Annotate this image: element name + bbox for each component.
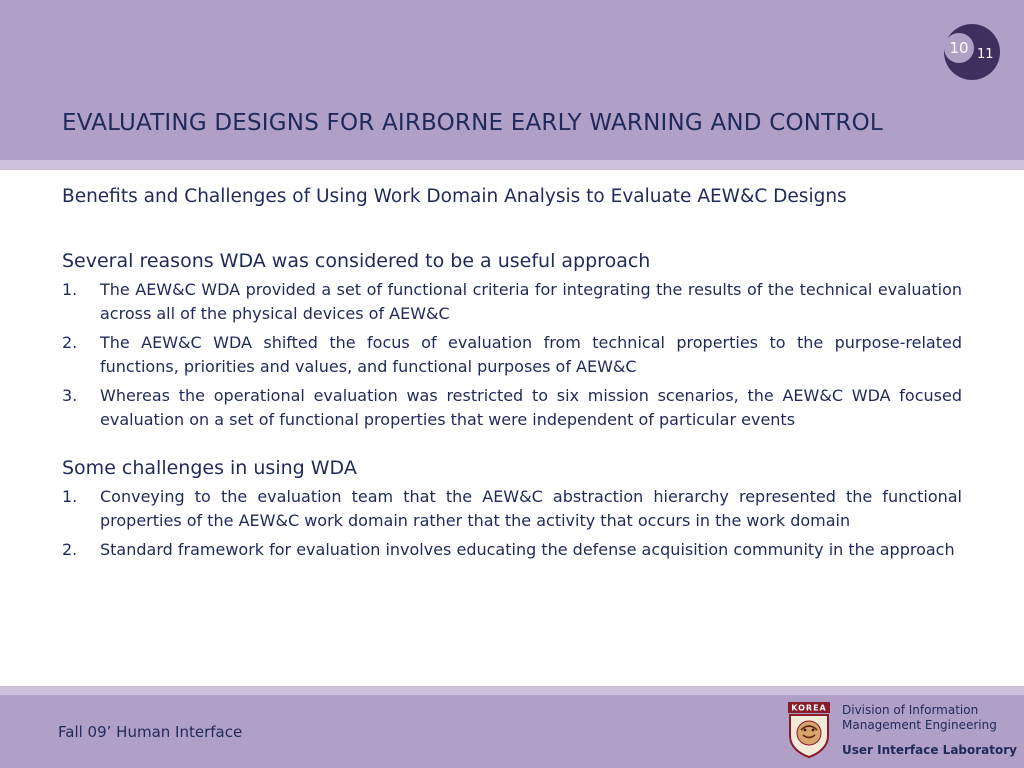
challenges-list [62,485,962,562]
section-heading-challenges: Some challenges in using WDA [62,457,357,479]
course-label: Fall 09’ Human Interface [58,723,243,741]
slide-content [62,186,962,567]
lab-name: User Interface Laboratory [842,743,1017,757]
reasons-list [62,278,962,432]
list-item [62,278,962,326]
list-number: 1. [62,487,78,506]
slide-subtitle: Benefits and Challenges of Using Work Domain Analysis to Evaluate AEW&C Designs [62,186,847,207]
list-item [62,384,962,432]
total-page-number: 11 [977,47,994,62]
list-item [62,538,962,562]
list-item-text: The AEW&C WDA provided a set of functional criteria for integrating the results of the technical evaluation across all of the physical devices of AEW&C [100,280,962,323]
header-band [0,0,1024,160]
list-item [62,485,962,533]
current-page-number: 10 [944,33,974,63]
header-divider [0,160,1024,170]
slide-title: EVALUATING DESIGNS FOR AIRBORNE EARLY WARNING AND CONTROL [62,110,883,136]
logo-text: KOREA [791,703,827,713]
list-item-text: Whereas the operational evaluation was restricted to six mission scenarios, the AEW&C WDA focused evaluation on a set of functional properties that were independent of particular events [100,386,962,429]
university-logo-icon [788,702,830,758]
list-item-text: The AEW&C WDA shifted the focus of evaluation from technical properties to the purpose-related functions, priorities and values, and functional purposes of AEW&C [100,333,962,376]
list-item-text: Standard framework for evaluation involves educating the defense acquisition community in the approach [100,540,955,559]
list-number: 1. [62,280,78,299]
footer-divider [0,686,1024,695]
department-line-2: Management Engineering [842,718,997,732]
department-name [842,703,997,733]
list-number: 2. [62,540,78,559]
section-heading-reasons: Several reasons WDA was considered to be a useful approach [62,250,651,272]
department-line-1: Division of Information [842,703,979,717]
list-item-text: Conveying to the evaluation team that the AEW&C abstraction hierarchy represented the functional properties of the AEW&C work domain rather that the activity that occurs in the work domain [100,487,962,530]
list-number: 2. [62,333,78,352]
list-number: 3. [62,386,78,405]
list-item [62,331,962,379]
